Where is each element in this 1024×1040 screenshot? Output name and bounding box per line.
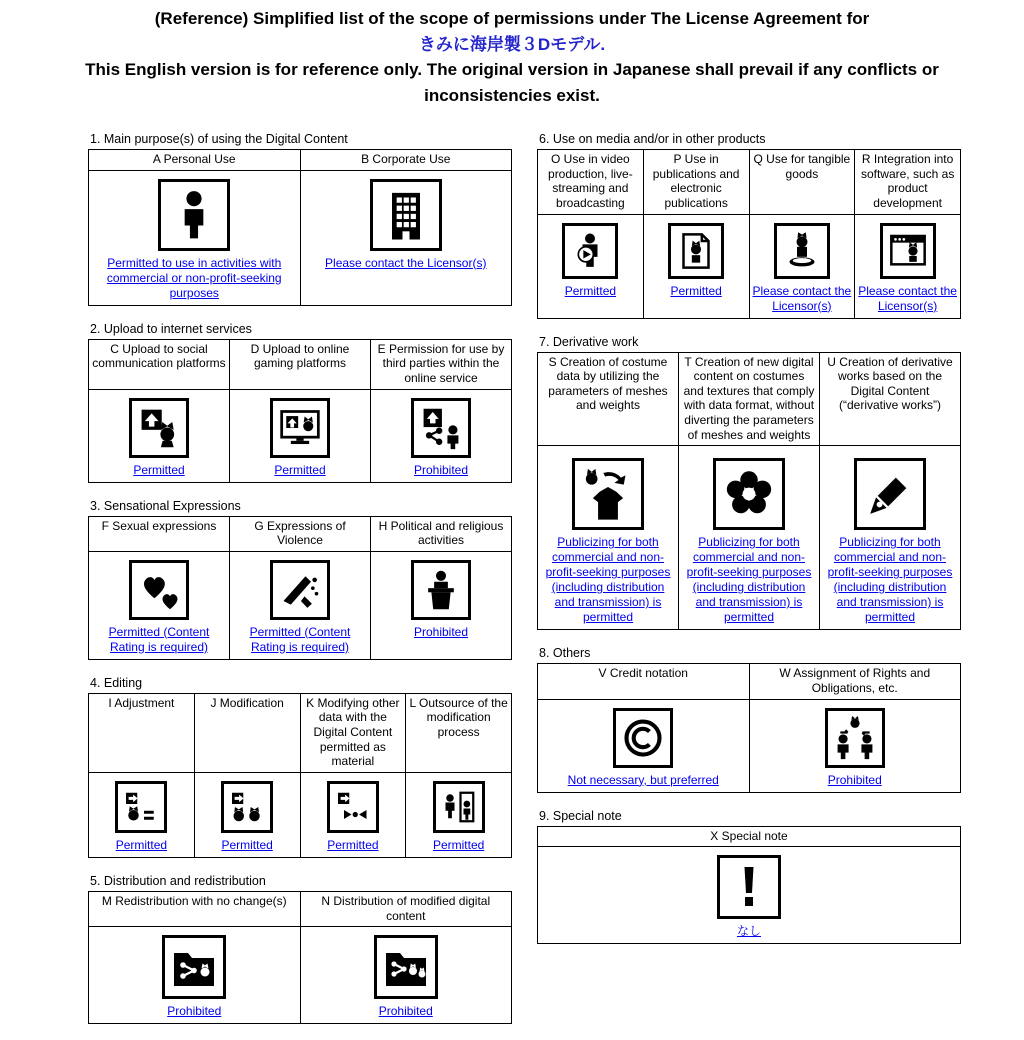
cell-f-status-link[interactable]: Permitted (Content Rating is required) [108, 624, 210, 654]
section-5-table [88, 891, 512, 1024]
section-editing [88, 676, 512, 858]
section-2-table [88, 339, 512, 483]
title-product-name: きみに海岸製３Dモデル. [418, 34, 606, 54]
upload-gaming-icon [270, 398, 330, 458]
cell-n-title: N Distribution of modified digital content [300, 891, 512, 926]
cell-x-status-link[interactable]: なし [736, 924, 761, 939]
cell-x-title: X Special note [538, 826, 961, 847]
cell-m-status-link[interactable]: Prohibited [167, 1004, 222, 1019]
cell-j-status-link[interactable]: Permitted [221, 837, 273, 852]
cell-b-title: B Corporate Use [300, 150, 512, 171]
section-4-label: 4. Editing [90, 675, 143, 690]
cell-i-status-link[interactable]: Permitted [115, 837, 168, 852]
cell-g-status-link[interactable]: Permitted (Content Rating is required) [249, 624, 351, 654]
cell-q-status-link[interactable]: Please contact the Licensor(s) [752, 283, 852, 313]
video-production-icon [562, 223, 618, 279]
cell-o-body [538, 214, 644, 318]
right-column [537, 132, 961, 960]
copyright-icon [613, 708, 673, 768]
texture-content-icon [713, 458, 785, 530]
section-derivative [537, 335, 961, 631]
cell-c-title: C Upload to social communication platforms [89, 339, 230, 389]
cell-l-body [406, 772, 512, 857]
cell-f-body [89, 551, 230, 659]
cell-t-status-link[interactable]: Publicizing for both commercial and non-profit-seeking purposes (including distribution and transmission) is permitted [686, 535, 812, 625]
section-7-label: 7. Derivative work [539, 334, 639, 349]
section-8-label: 8. Others [539, 646, 591, 661]
section-9-label: 9. Special note [539, 808, 622, 823]
cell-d-status-link[interactable]: Permitted [274, 462, 326, 477]
section-sensational [88, 499, 512, 660]
cell-r-status-link[interactable]: Please contact the Licensor(s) [858, 283, 957, 313]
cell-e-status-link[interactable]: Prohibited [413, 462, 469, 477]
modification-icon [221, 781, 273, 833]
cell-d-title: D Upload to online gaming platforms [230, 339, 371, 389]
section-1-table [88, 149, 512, 306]
pen-icon [854, 458, 926, 530]
section-special-note [537, 809, 961, 945]
rights-assignment-icon [825, 708, 885, 768]
cell-w-status-link[interactable]: Prohibited [827, 772, 882, 787]
software-window-icon [880, 223, 936, 279]
section-3-table [88, 516, 512, 660]
section-1-label: 1. Main purpose(s) of using the Digital Content [90, 132, 348, 146]
upload-social-icon [129, 398, 189, 458]
publication-icon [668, 223, 724, 279]
material-edit-icon [327, 781, 379, 833]
exclamation-icon [717, 855, 781, 919]
cell-k-body [300, 772, 406, 857]
cell-h-body [371, 551, 512, 659]
cell-o-status-link[interactable]: Permitted [564, 283, 617, 298]
section-9-table [537, 826, 961, 945]
cell-v-body [538, 699, 750, 792]
section-4-table [88, 693, 512, 858]
cell-u-body [820, 446, 961, 630]
section-upload [88, 322, 512, 483]
title-disclaimer: This English version is for reference only. The original version in Japanese shall prevail if any conflicts or inconsistencies exist. [85, 60, 939, 105]
section-6-label: 6. Use on media and/or in other products [539, 132, 766, 146]
person-icon [158, 179, 230, 251]
cell-t-title: T Creation of new digital content on costumes and textures that comply with data format, without diverting the parameters of meshes and weights [679, 352, 820, 446]
section-5-label: 5. Distribution and redistribution [90, 873, 266, 888]
cell-h-status-link[interactable]: Prohibited [413, 624, 469, 639]
cell-c-body [89, 389, 230, 482]
cell-d-body [230, 389, 371, 482]
cell-v-status-link[interactable]: Not necessary, but preferred [567, 772, 719, 787]
tangible-goods-icon [774, 223, 830, 279]
cell-n-body [300, 927, 512, 1024]
cell-s-body [538, 446, 679, 630]
cell-c-status-link[interactable]: Permitted [133, 462, 185, 477]
cell-p-title: P Use in publications and electronic publications [643, 150, 749, 215]
cell-a-title: A Personal Use [89, 150, 301, 171]
cell-u-title: U Creation of derivative works based on the Digital Content (“derivative works”) [820, 352, 961, 446]
section-6-table [537, 149, 961, 319]
section-others [537, 646, 961, 792]
hearts-icon [129, 560, 189, 620]
cell-u-status-link[interactable]: Publicizing for both commercial and non-profit-seeking purposes (including distribution and transmission) is permitted [827, 535, 953, 625]
section-7-table [537, 352, 961, 631]
cell-s-title: S Creation of costume data by utilizing the parameters of meshes and weights [538, 352, 679, 446]
folder-share-modified-icon [374, 935, 438, 999]
cell-k-status-link[interactable]: Permitted [327, 837, 379, 852]
cell-f-title: F Sexual expressions [89, 516, 230, 551]
cell-a-body [89, 170, 301, 305]
section-2-label: 2. Upload to internet services [90, 321, 252, 336]
cell-b-status-link[interactable]: Please contact the Licensor(s) [325, 255, 487, 270]
office-building-icon [370, 179, 442, 251]
adjustment-icon [115, 781, 167, 833]
section-media-products [537, 132, 961, 319]
cell-n-status-link[interactable]: Prohibited [378, 1004, 433, 1019]
podium-speech-icon [411, 560, 471, 620]
cell-a-status-link[interactable]: Permitted to use in activities with commercial or non-profit-seeking purposes [106, 255, 282, 300]
cell-w-body [749, 699, 961, 792]
cell-e-body [371, 389, 512, 482]
cell-g-body [230, 551, 371, 659]
cell-v-title: V Credit notation [538, 664, 750, 699]
cell-p-body [643, 214, 749, 318]
cell-i-body [89, 772, 195, 857]
section-distribution [88, 874, 512, 1024]
cell-j-title: J Modification [194, 693, 300, 772]
cell-q-title: Q Use for tangible goods [749, 150, 855, 215]
permissions-content [0, 108, 1024, 1040]
cell-t-body [679, 446, 820, 630]
cell-j-body [194, 772, 300, 857]
knife-icon [270, 560, 330, 620]
cell-m-body [89, 927, 301, 1024]
cell-l-title: L Outsource of the modification process [406, 693, 512, 772]
costume-data-icon [572, 458, 644, 530]
title-line-1: (Reference) Simplified list of the scope of permissions under The License Agreement for [154, 9, 870, 28]
cell-b-body [300, 170, 512, 305]
section-3-label: 3. Sensational Expressions [90, 498, 241, 513]
cell-o-title: O Use in video production, live-streaming and broadcasting [538, 150, 644, 215]
cell-q-body [749, 214, 855, 318]
left-column [88, 132, 512, 1040]
page-header [0, 0, 1024, 108]
cell-r-body [855, 214, 961, 318]
cell-k-title: K Modifying other data with the Digital Content permitted as material [300, 693, 406, 772]
folder-share-icon [162, 935, 226, 999]
cell-x-body [538, 847, 961, 944]
section-8-table [537, 663, 961, 792]
cell-s-status-link[interactable]: Publicizing for both commercial and non-profit-seeking purposes (including distribution and transmission) is permitted [545, 535, 671, 625]
cell-r-title: R Integration into software, such as product development [855, 150, 961, 215]
third-party-share-icon [411, 398, 471, 458]
cell-w-title: W Assignment of Rights and Obligations, etc. [749, 664, 961, 699]
section-main-purpose [88, 132, 512, 306]
cell-l-status-link[interactable]: Permitted [432, 837, 485, 852]
cell-i-title: I Adjustment [89, 693, 195, 772]
cell-h-title: H Political and religious activities [371, 516, 512, 551]
cell-m-title: M Redistribution with no change(s) [89, 891, 301, 926]
outsource-icon [433, 781, 485, 833]
cell-e-title: E Permission for use by third parties within the online service [371, 339, 512, 389]
cell-p-status-link[interactable]: Permitted [670, 283, 722, 298]
cell-g-title: G Expressions of Violence [230, 516, 371, 551]
